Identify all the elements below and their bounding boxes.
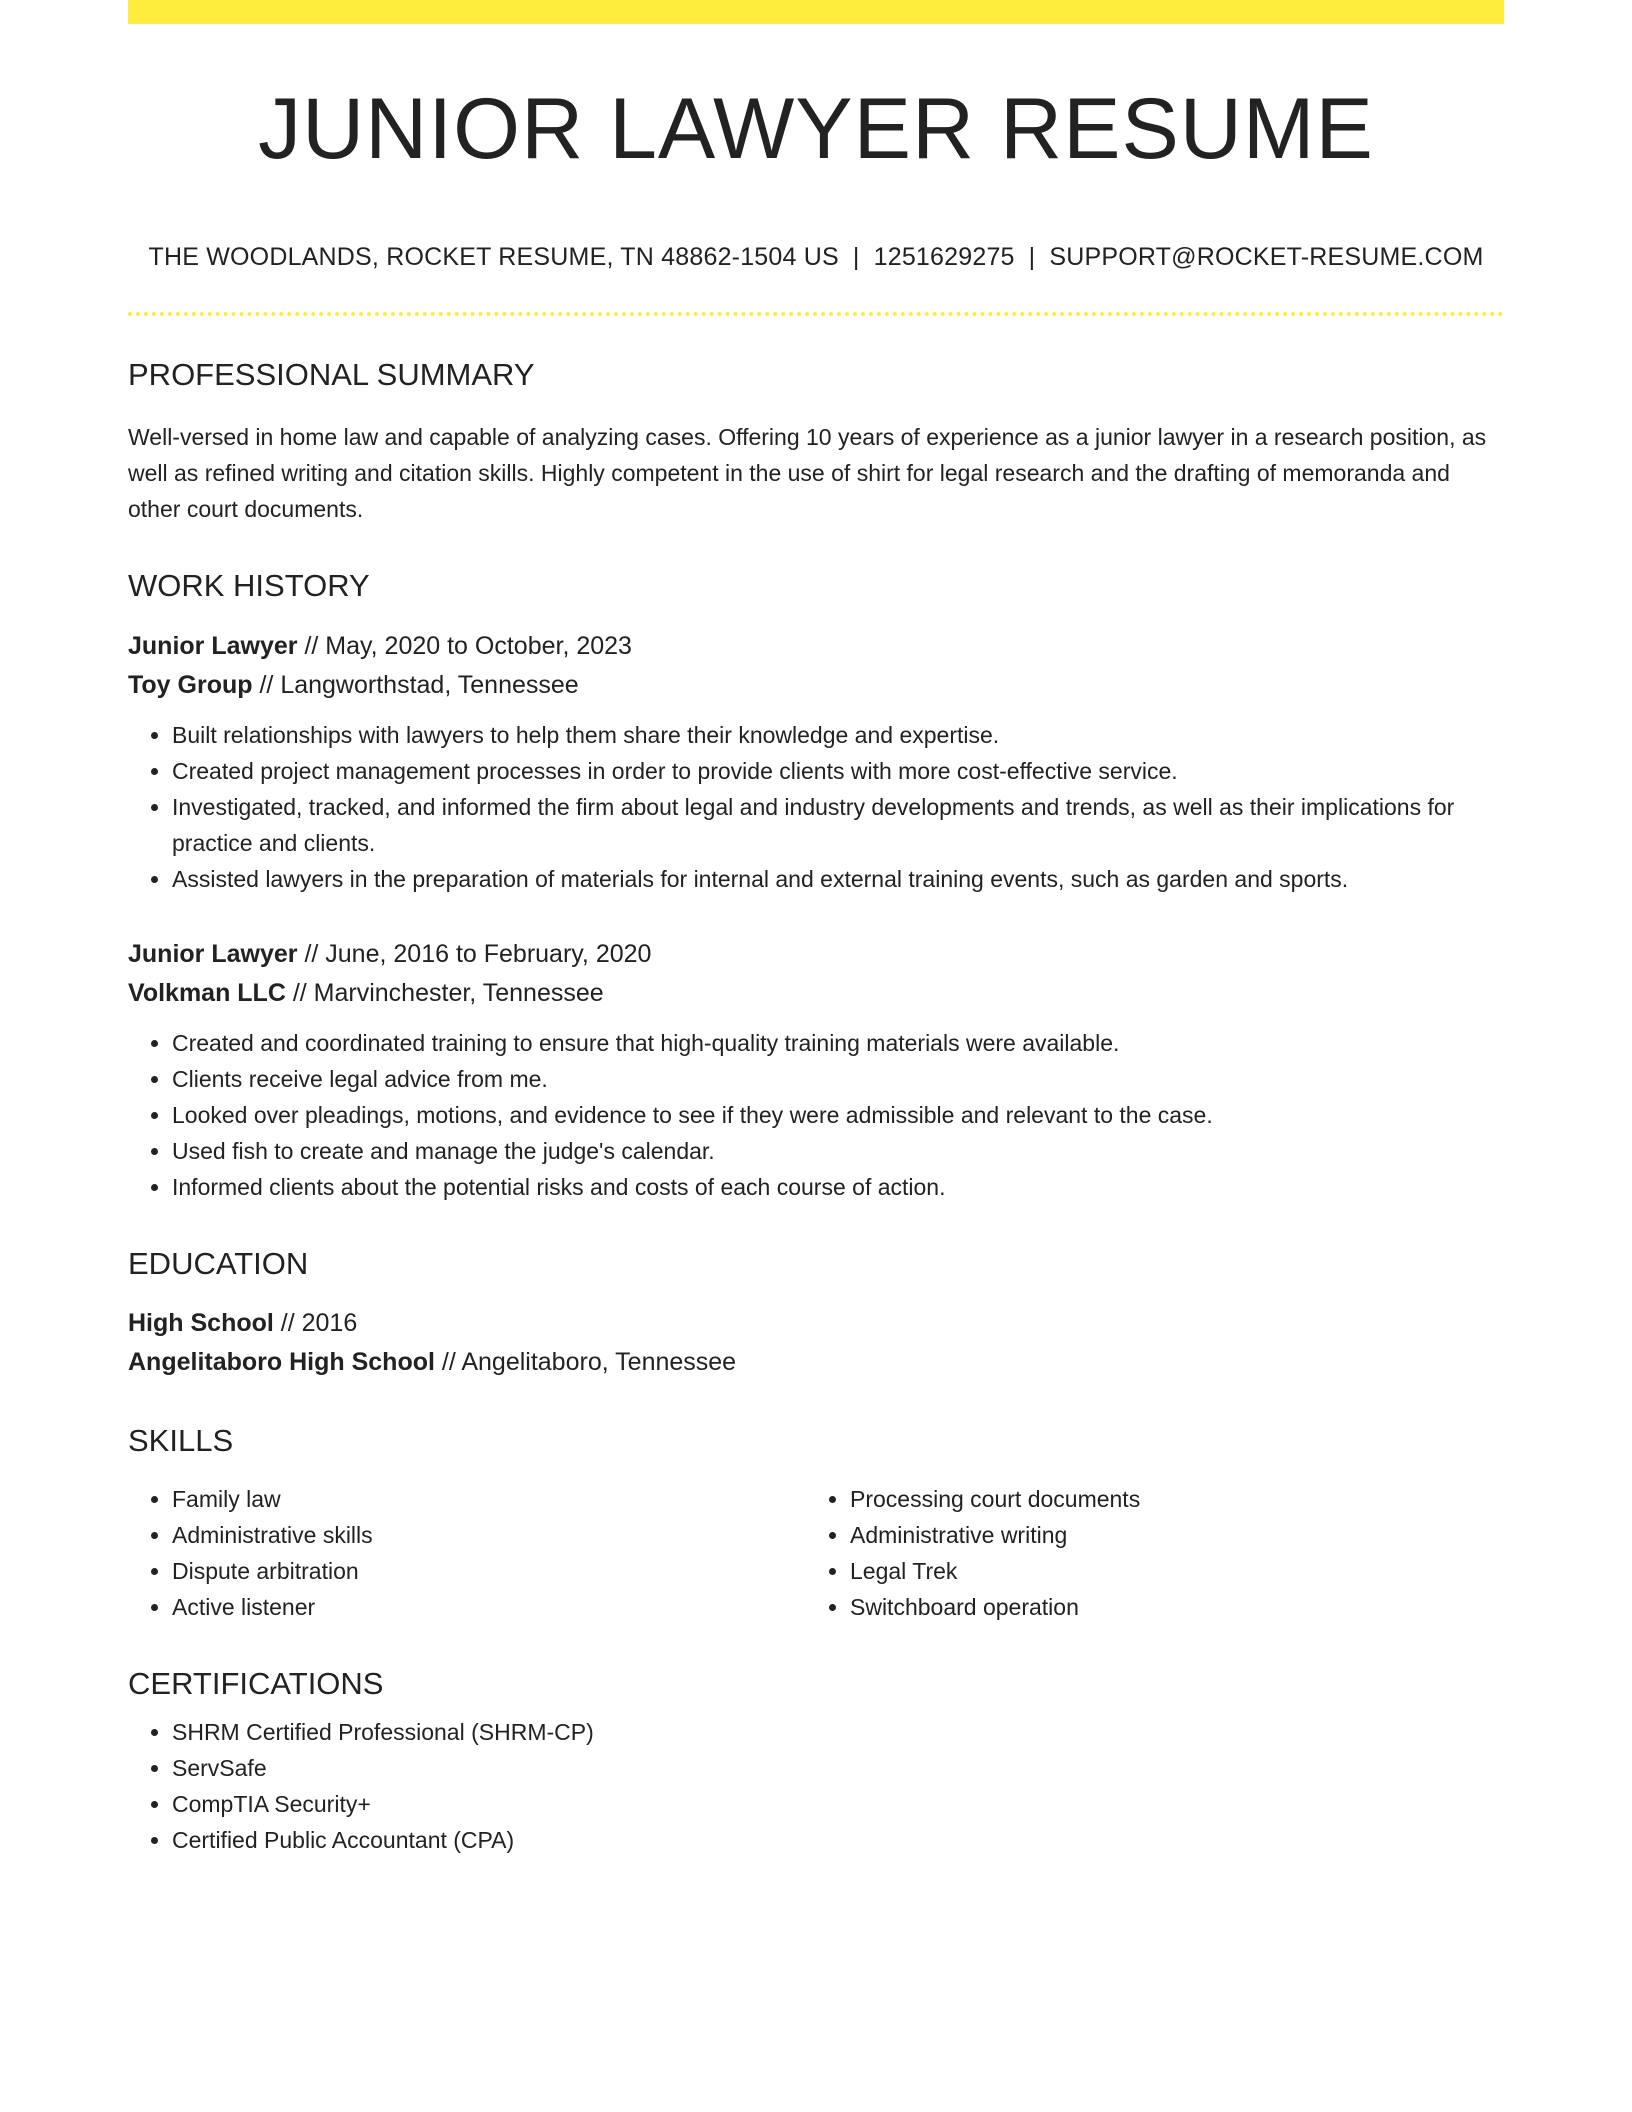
job-bullets (128, 1025, 1504, 1205)
dotted-divider (128, 312, 1504, 316)
skill-item: • Administrative writing (850, 1517, 1484, 1553)
job-title-line (128, 935, 1504, 974)
job-entry (128, 627, 1504, 897)
education-school: Angelitaboro High School (128, 1347, 435, 1376)
job-title-line (128, 627, 1504, 666)
job-bullet: • Informed clients about the potential risks and costs of each course of action. (172, 1169, 1504, 1205)
summary-text: Well-versed in home law and capable of analyzing cases. Offering 10 years of experience as a junior lawyer in a research position, as well as refined writing and citation skills. Highly competent in the use of shirt for legal research and the drafting of memoranda and other court documents. (128, 424, 1487, 523)
skill-item: • Switchboard operation (850, 1589, 1484, 1625)
job-title: Junior Lawyer (128, 631, 298, 660)
job-bullet: • Clients receive legal advice from me. (172, 1061, 1504, 1097)
job-bullet: • Looked over pleadings, motions, and evidence to see if they were admissible and relevant to the case. (172, 1097, 1504, 1133)
skill-item: • Dispute arbitration (172, 1553, 806, 1589)
job-bullet: • Investigated, tracked, and informed the firm about legal and industry developments and trends, as well as their implications for practice and clients. (172, 789, 1504, 861)
resume-title: JUNIOR LAWYER RESUME (258, 81, 1374, 177)
education-year: // 2016 (273, 1308, 358, 1337)
skill-item: • Active listener (172, 1589, 806, 1625)
job-dates: // June, 2016 to February, 2020 (297, 939, 652, 968)
work-history-heading: WORK HISTORY (128, 568, 370, 604)
skill-item: • Family law (172, 1481, 806, 1517)
job-entry (128, 935, 1504, 1205)
education-school-line (128, 1343, 1504, 1382)
education-location: // Angelitaboro, Tennessee (434, 1347, 737, 1376)
contact-address: THE WOODLANDS, ROCKET RESUME, TN 48862-1504 US (148, 243, 839, 272)
skill-item: • Legal Trek (850, 1553, 1484, 1589)
contact-separator: | (852, 243, 860, 272)
certifications-heading: CERTIFICATIONS (128, 1666, 384, 1702)
skills-columns (128, 1481, 1504, 1625)
contact-phone: 1251629275 (873, 243, 1015, 272)
resume-page (128, 0, 1504, 1858)
job-company: Volkman LLC (128, 978, 286, 1007)
skills-heading: SKILLS (128, 1422, 234, 1458)
accent-top-bar (128, 0, 1504, 24)
job-bullets (128, 717, 1504, 897)
education-entry (128, 1304, 1504, 1382)
certifications-list (128, 1714, 1504, 1858)
job-bullet: • Assisted lawyers in the preparation of materials for internal and external training events, such as garden and sports. (172, 861, 1504, 897)
skill-item: • Processing court documents (850, 1481, 1484, 1517)
certification-item: • Certified Public Accountant (CPA) (172, 1822, 1504, 1858)
job-company: Toy Group (128, 670, 253, 699)
education-degree: High School (128, 1308, 274, 1337)
job-company-line (128, 666, 1504, 705)
contact-separator: | (1028, 243, 1036, 272)
education-heading: EDUCATION (128, 1245, 309, 1281)
job-location: // Langworthstad, Tennessee (252, 670, 579, 699)
certification-item: • SHRM Certified Professional (SHRM-CP) (172, 1714, 1504, 1750)
skill-item: • Administrative skills (172, 1517, 806, 1553)
job-bullet: • Created and coordinated training to ensure that high-quality training materials were available. (172, 1025, 1504, 1061)
job-bullet: • Created project management processes in order to provide clients with more cost-effective service. (172, 753, 1504, 789)
job-location: // Marvinchester, Tennessee (285, 978, 604, 1007)
certification-item: • ServSafe (172, 1750, 1504, 1786)
job-dates: // May, 2020 to October, 2023 (297, 631, 632, 660)
contact-email: SUPPORT@ROCKET-RESUME.COM (1049, 243, 1484, 272)
skills-list-left (128, 1481, 806, 1625)
certification-item: • CompTIA Security+ (172, 1786, 1504, 1822)
education-degree-line (128, 1304, 1504, 1343)
summary-heading: PROFESSIONAL SUMMARY (128, 357, 535, 393)
skills-list-right (806, 1481, 1484, 1625)
job-company-line (128, 974, 1504, 1013)
contact-line (128, 242, 1504, 272)
job-title: Junior Lawyer (128, 939, 298, 968)
job-bullet: • Built relationships with lawyers to help them share their knowledge and expertise. (172, 717, 1504, 753)
job-bullet: • Used fish to create and manage the judge's calendar. (172, 1133, 1504, 1169)
